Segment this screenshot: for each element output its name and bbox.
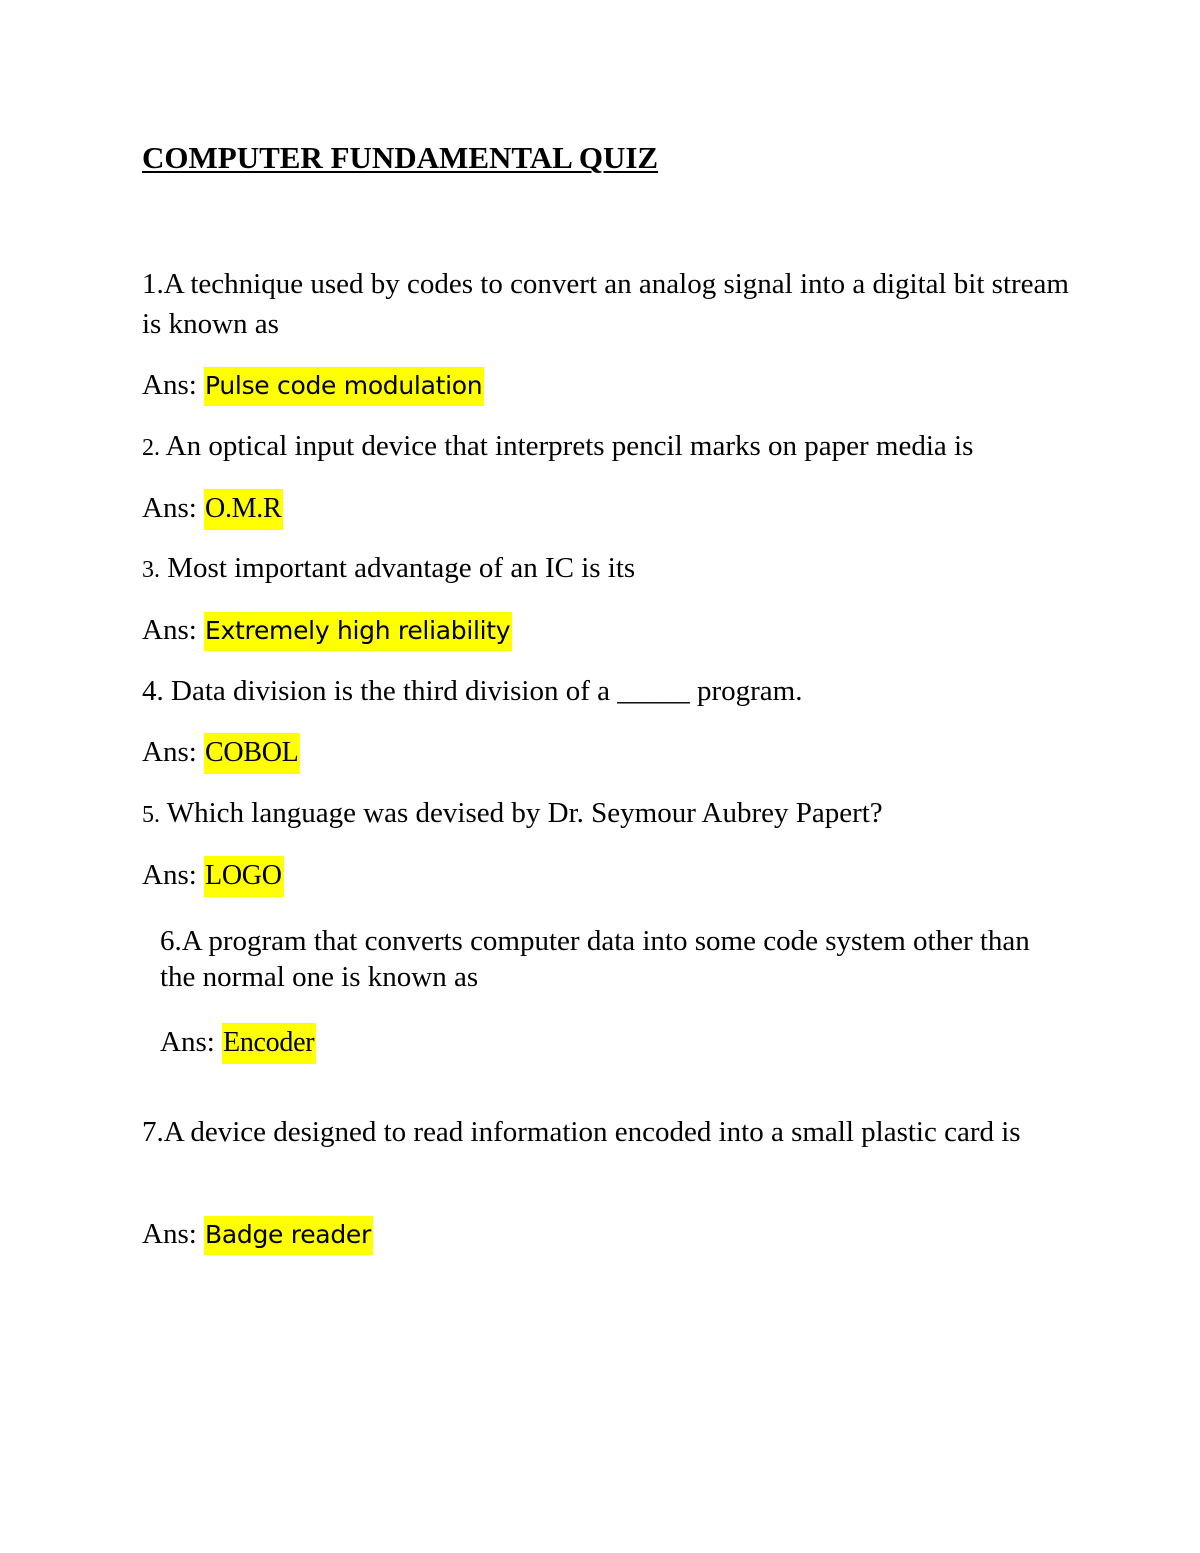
answer-highlight: Badge reader [204,1216,373,1255]
document-title: COMPUTER FUNDAMENTAL QUIZ [142,140,659,175]
answer-1 [142,365,484,406]
answer-highlight: O.M.R [204,489,283,530]
answer-6 [160,1022,316,1063]
question-text: A program that converts computer data into some code system other than the normal one is known as [160,925,1030,993]
answer-7 [142,1214,373,1255]
answer-label: Ans: [142,1218,197,1250]
question-text: A technique used by codes to convert an analog signal into a digital bit stream is known as [142,268,1069,340]
question-5 [142,793,1072,835]
answer-5 [142,855,284,896]
answer-highlight: Extremely high reliability [204,612,512,651]
answer-2 [142,488,283,529]
answer-label: Ans: [142,614,197,646]
question-text: Which language was devised by Dr. Seymour Aubrey Papert? [160,797,883,829]
question-4 [142,671,1072,711]
answer-label: Ans: [160,1026,215,1058]
answer-label: Ans: [142,859,197,891]
question-6 [160,923,1070,995]
question-number: 2. [142,435,160,461]
question-1 [142,264,1072,344]
answer-label: Ans: [142,736,197,768]
answer-label: Ans: [142,369,197,401]
question-text: Most important advantage of an IC is its [160,552,636,584]
answer-3 [142,610,512,651]
question-7 [142,1112,1072,1152]
answer-highlight: COBOL [204,733,300,774]
answer-label: Ans: [142,492,197,524]
answer-highlight: Pulse code modulation [204,367,484,406]
question-number: 6. [160,925,182,957]
question-number: 3. [142,557,160,583]
question-number: 1. [142,268,164,300]
question-text: An optical input device that interprets pencil marks on paper media is [160,430,974,462]
question-number: 5. [142,802,160,828]
answer-4 [142,732,300,773]
question-text: A device designed to read information encoded into a small plastic card is [163,1116,1021,1148]
answer-highlight: LOGO [204,856,284,897]
question-number: 4. [142,675,164,707]
question-number: 7. [142,1116,164,1148]
question-text: Data division is the third division of a _____ program. [163,675,803,707]
answer-highlight: Encoder [222,1023,316,1064]
question-2 [142,426,1072,468]
question-3 [142,548,1072,590]
